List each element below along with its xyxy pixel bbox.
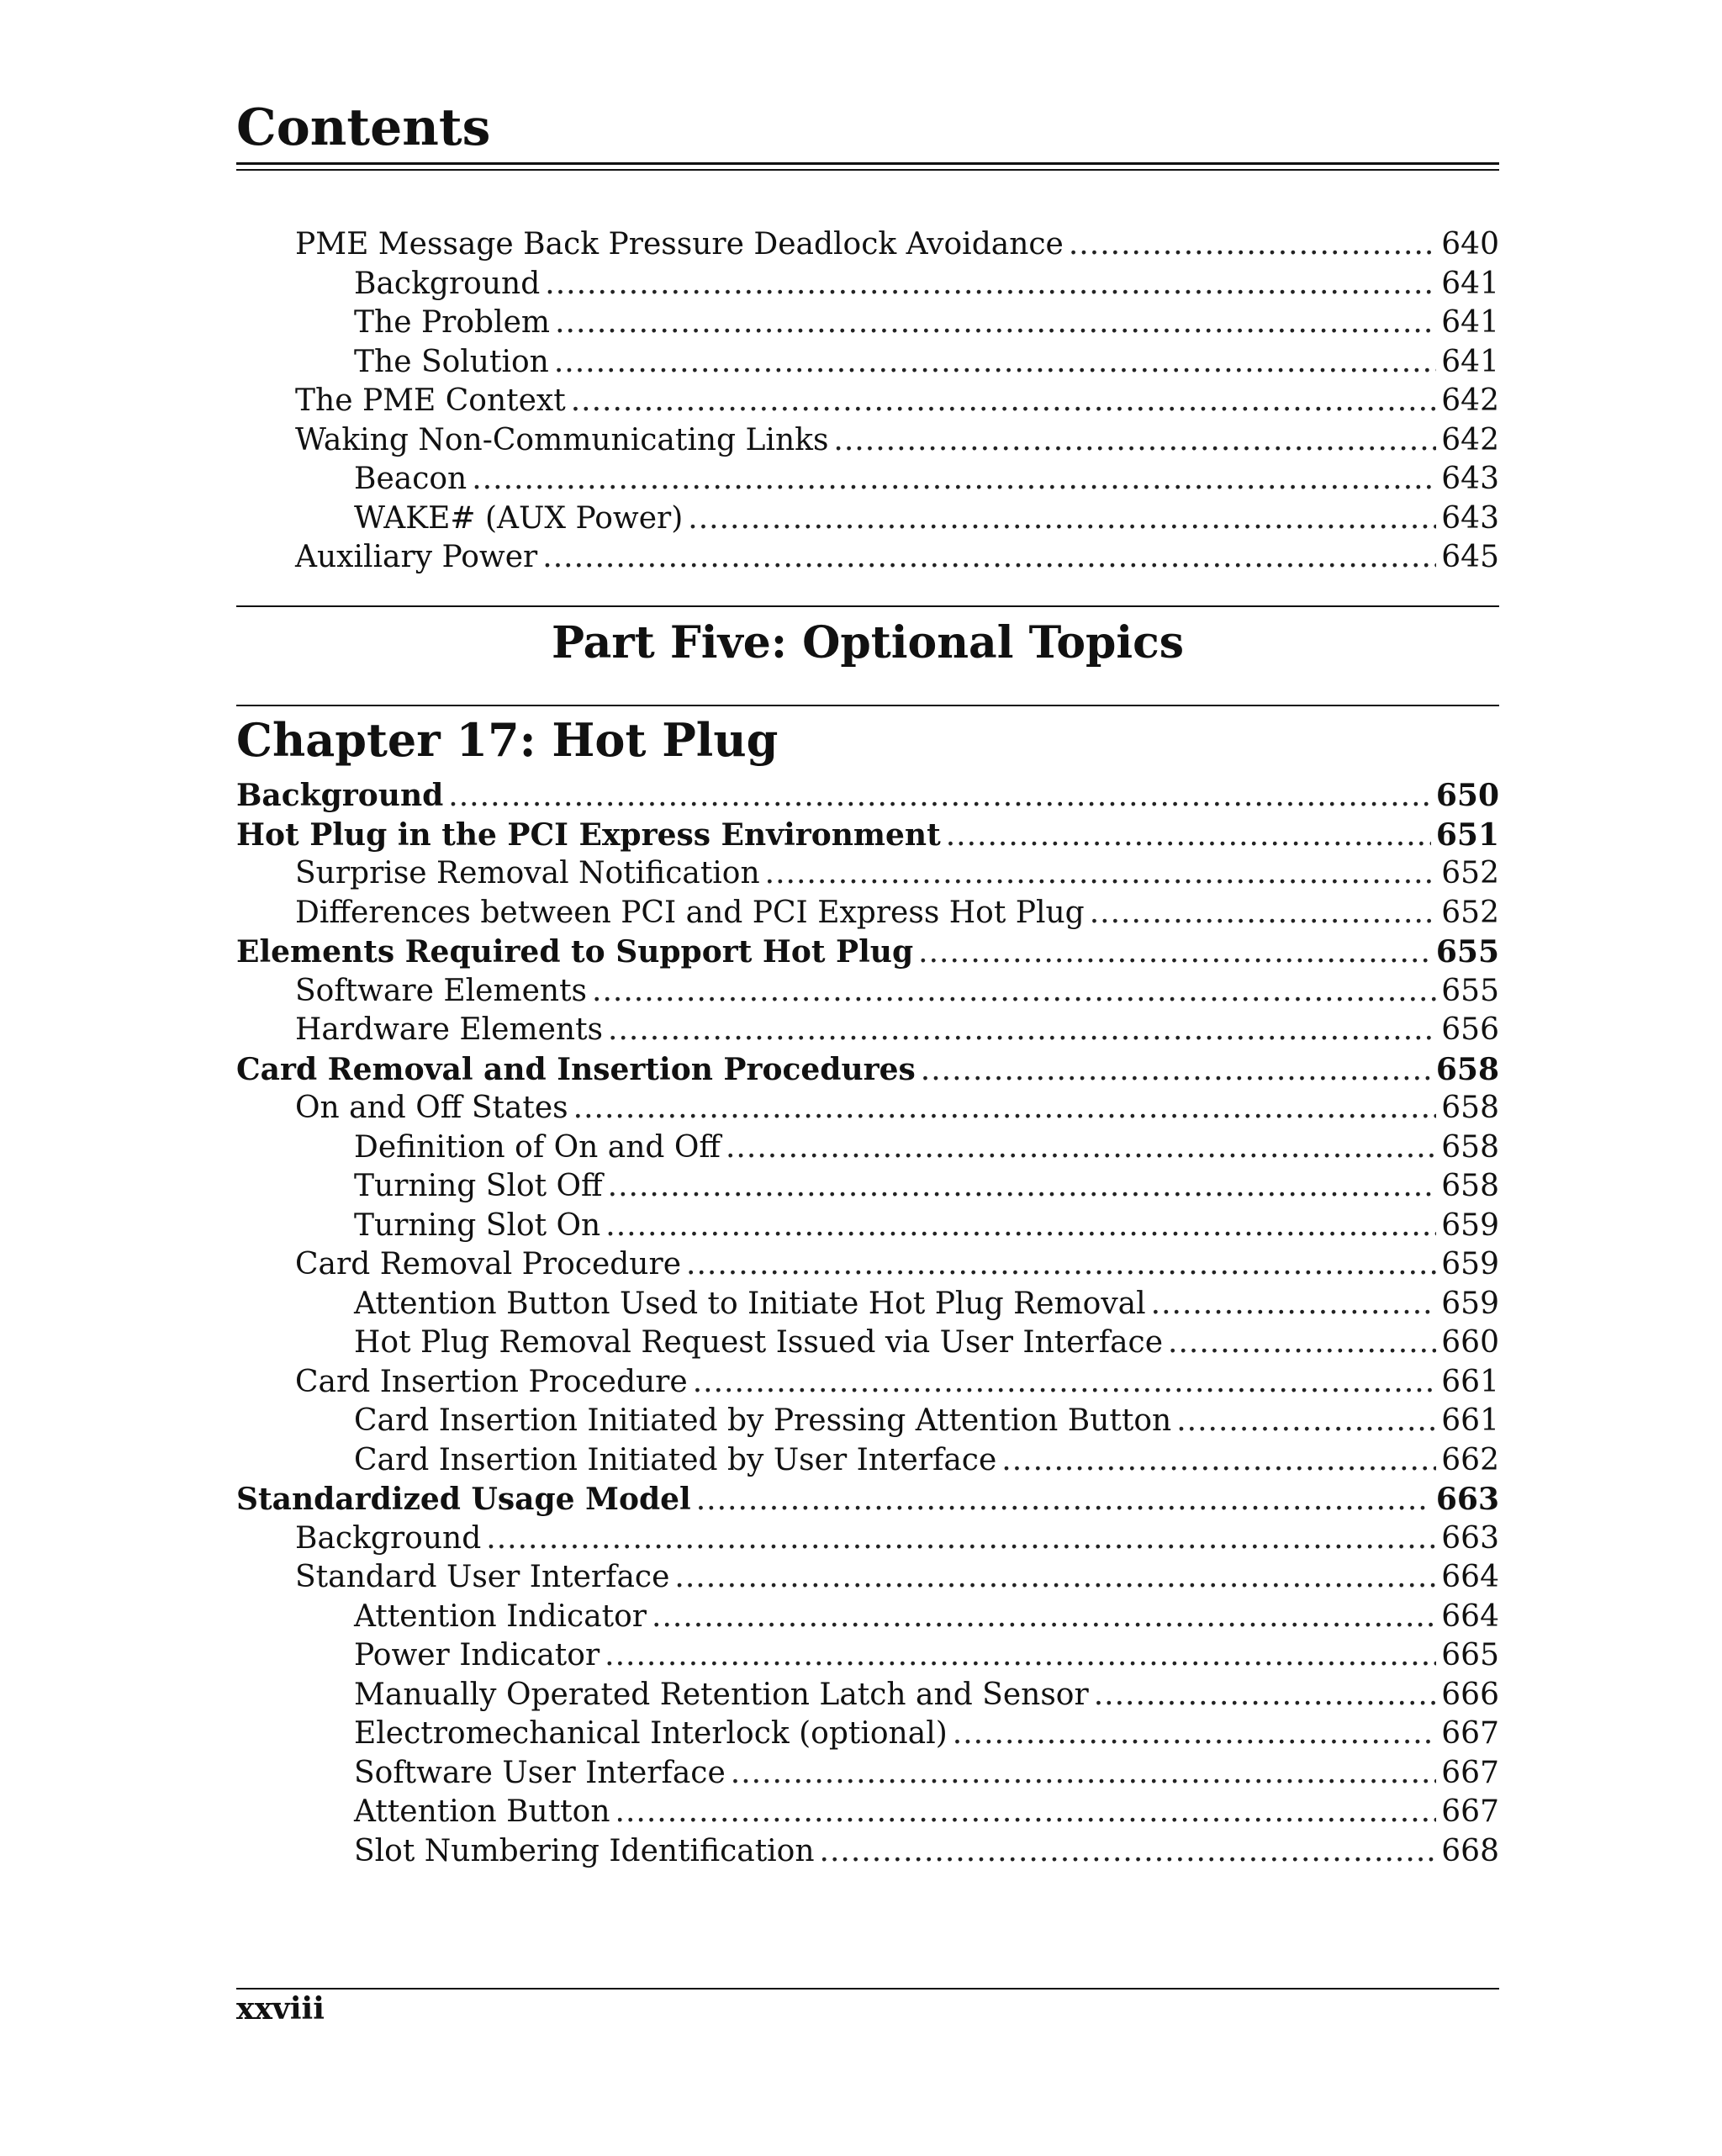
toc-entry-page: 664 xyxy=(1441,1560,1499,1594)
toc-entry-page: 658 xyxy=(1435,1051,1499,1087)
toc-entry-title: Differences between PCI and PCI Express Hot Plug xyxy=(295,895,1085,930)
toc-entry[interactable] xyxy=(236,1011,1499,1050)
toc-entry[interactable] xyxy=(236,1558,1499,1598)
toc-entry-page: 667 xyxy=(1441,1755,1499,1790)
toc-entry[interactable] xyxy=(236,1363,1499,1403)
toc-entry-page: 643 xyxy=(1441,500,1499,536)
toc-entry[interactable] xyxy=(236,460,1499,499)
toc-entry[interactable] xyxy=(236,499,1499,539)
toc-entry[interactable] xyxy=(236,1832,1499,1872)
toc-entry-page: 642 xyxy=(1441,422,1499,457)
toc-entry-page: 664 xyxy=(1441,1599,1499,1634)
part-rule-bottom xyxy=(236,705,1499,706)
dot-leader xyxy=(554,343,1436,383)
toc-entry-title: Attention Button Used to Initiate Hot Plug Removal xyxy=(354,1286,1146,1321)
footer-rule xyxy=(236,1988,1499,1990)
toc-entry[interactable] xyxy=(236,1441,1499,1481)
dot-leader xyxy=(726,1128,1436,1168)
toc-entry-page: 652 xyxy=(1441,895,1499,930)
footer-page-number: xxviii xyxy=(236,1991,325,2027)
dot-leader xyxy=(946,816,1431,856)
toc-entry-page: 645 xyxy=(1441,540,1499,574)
toc-entry-page: 667 xyxy=(1441,1794,1499,1829)
toc-entry-title: Turning Slot On xyxy=(354,1207,601,1243)
toc-entry-title: Card Insertion Initiated by User Interface xyxy=(354,1442,997,1477)
dot-leader xyxy=(545,265,1436,304)
dot-leader xyxy=(1094,1676,1437,1715)
page-title: Contents xyxy=(236,98,491,157)
toc-entry-page: 660 xyxy=(1441,1325,1499,1360)
dot-leader xyxy=(652,1598,1436,1637)
dot-leader xyxy=(918,933,1431,973)
dot-leader xyxy=(820,1832,1437,1872)
toc-entry[interactable] xyxy=(236,382,1499,421)
toc-entry[interactable] xyxy=(236,1519,1499,1559)
toc-entry-page: 663 xyxy=(1435,1482,1499,1517)
toc-entry-page: 658 xyxy=(1441,1129,1499,1165)
toc-entry-page: 667 xyxy=(1441,1716,1499,1751)
dot-leader xyxy=(472,460,1436,499)
toc-entry-page: 655 xyxy=(1435,934,1499,970)
toc-entry-title: Card Removal Procedure xyxy=(295,1247,681,1281)
toc-entry-title: Beacon xyxy=(354,462,467,496)
toc-entry-title: Background xyxy=(236,778,444,813)
dot-leader xyxy=(674,1558,1436,1598)
toc-entry-page: 658 xyxy=(1441,1091,1499,1125)
toc-entry-page: 652 xyxy=(1441,856,1499,890)
toc-entry[interactable] xyxy=(236,816,1499,855)
dot-leader xyxy=(555,304,1436,343)
toc-entry-page: 642 xyxy=(1441,383,1499,418)
toc-entry-title: Card Removal and Insertion Procedures xyxy=(236,1051,916,1087)
toc-entry-title: Hardware Elements xyxy=(295,1012,604,1047)
toc-entry-page: 663 xyxy=(1441,1520,1499,1556)
dot-leader xyxy=(731,1754,1437,1794)
toc-entry-page: 666 xyxy=(1441,1677,1499,1712)
toc-entry[interactable] xyxy=(236,1207,1499,1246)
toc-entry-page: 651 xyxy=(1435,816,1499,853)
toc-entry-page: 661 xyxy=(1441,1403,1499,1438)
toc-entry-title: Power Indicator xyxy=(354,1638,600,1672)
toc-entry[interactable] xyxy=(236,854,1499,894)
dot-leader xyxy=(605,1207,1436,1246)
part-rule-top xyxy=(236,605,1499,607)
dot-leader xyxy=(573,1089,1437,1128)
toc-entry[interactable] xyxy=(236,265,1499,304)
toc-entry-page: 650 xyxy=(1435,778,1499,813)
toc-entry-title: Background xyxy=(295,1520,482,1556)
dot-leader xyxy=(571,382,1437,421)
dot-leader xyxy=(1069,225,1436,265)
toc-entry-page: 643 xyxy=(1441,462,1499,496)
toc-entry[interactable] xyxy=(236,1715,1499,1754)
toc-entry-title: The PME Context xyxy=(295,383,566,418)
toc-entry-title: Waking Non-Communicating Links xyxy=(295,422,829,457)
toc-entry[interactable] xyxy=(236,1754,1499,1794)
toc-entry[interactable] xyxy=(236,1636,1499,1676)
toc-entry-page: 641 xyxy=(1441,266,1499,301)
dot-leader xyxy=(1168,1324,1436,1363)
toc-entry-page: 656 xyxy=(1441,1012,1499,1047)
toc-entry-title: The Solution xyxy=(354,344,549,379)
toc-entry-title: Electromechanical Interlock (optional) xyxy=(354,1716,948,1751)
dot-leader xyxy=(608,1167,1437,1207)
toc-entry[interactable] xyxy=(236,1793,1499,1832)
dot-leader xyxy=(615,1793,1437,1832)
toc-section-1 xyxy=(236,225,1499,578)
toc-entry[interactable] xyxy=(236,894,1499,933)
toc-entry-page: 641 xyxy=(1441,344,1499,379)
dot-leader xyxy=(765,854,1437,894)
toc-entry[interactable] xyxy=(236,776,1499,816)
toc-entry-page: 658 xyxy=(1441,1169,1499,1203)
toc-entry-title: Background xyxy=(354,266,541,301)
toc-entry-page: 641 xyxy=(1441,305,1499,340)
dot-leader xyxy=(1151,1285,1437,1324)
toc-entry[interactable] xyxy=(236,1402,1499,1441)
toc-entry-page: 640 xyxy=(1441,227,1499,262)
toc-entry[interactable] xyxy=(236,538,1499,578)
dot-leader xyxy=(1090,894,1437,933)
toc-entry-title: Auxiliary Power xyxy=(295,540,538,574)
toc-entry-page: 655 xyxy=(1441,973,1499,1008)
toc-entry[interactable] xyxy=(236,1089,1499,1128)
toc-entry[interactable] xyxy=(236,1480,1499,1519)
toc-entry-title: PME Message Back Pressure Deadlock Avoidance xyxy=(295,227,1064,262)
toc-entry-page: 662 xyxy=(1441,1442,1499,1477)
toc-entry-title: Definition of On and Off xyxy=(354,1129,721,1165)
dot-leader xyxy=(1001,1441,1436,1481)
toc-entry-title: Slot Numbering Identification xyxy=(354,1833,815,1868)
toc-entry[interactable] xyxy=(236,304,1499,343)
toc-entry[interactable] xyxy=(236,421,1499,461)
toc-entry-title: WAKE# (AUX Power) xyxy=(354,500,684,536)
toc-entry-page: 659 xyxy=(1441,1286,1499,1321)
toc-entry[interactable] xyxy=(236,1285,1499,1324)
toc-entry[interactable] xyxy=(236,1167,1499,1207)
toc-entry[interactable] xyxy=(236,972,1499,1012)
toc-entry[interactable] xyxy=(236,933,1499,972)
toc-entry-title: Hot Plug in the PCI Express Environment xyxy=(236,816,941,853)
dot-leader xyxy=(688,499,1436,539)
dot-leader xyxy=(605,1636,1436,1676)
toc-entry-title: Card Insertion Procedure xyxy=(295,1364,688,1399)
dot-leader xyxy=(953,1715,1437,1754)
part-title: Part Five: Optional Topics xyxy=(551,617,1185,668)
toc-entry-title: Card Insertion Initiated by Pressing Attention Button xyxy=(354,1403,1172,1438)
dot-leader xyxy=(693,1363,1437,1403)
toc-entry-title: Software User Interface xyxy=(354,1755,726,1790)
toc-entry[interactable] xyxy=(236,1128,1499,1168)
dot-leader xyxy=(592,972,1436,1012)
toc-entry[interactable] xyxy=(236,1050,1499,1090)
toc-entry[interactable] xyxy=(236,343,1499,383)
toc-entry[interactable] xyxy=(236,1676,1499,1715)
toc-entry-title: The Problem xyxy=(354,305,551,340)
toc-entry-title: Elements Required to Support Hot Plug xyxy=(236,934,914,970)
toc-entry-page: 668 xyxy=(1441,1833,1499,1868)
toc-entry-title: Standardized Usage Model xyxy=(236,1482,691,1517)
toc-entry[interactable] xyxy=(236,1324,1499,1363)
toc-entry-title: Software Elements xyxy=(295,973,588,1008)
toc-entry-title: Manually Operated Retention Latch and Sensor xyxy=(354,1677,1089,1712)
chapter-title: Chapter 17: Hot Plug xyxy=(236,713,779,767)
toc-entry-title: Attention Button xyxy=(354,1794,610,1829)
toc-entry[interactable] xyxy=(236,225,1499,265)
dot-leader xyxy=(1176,1402,1436,1441)
toc-entry-title: Attention Indicator xyxy=(354,1599,647,1634)
dot-leader xyxy=(686,1245,1436,1285)
toc-entry[interactable] xyxy=(236,1598,1499,1637)
toc-entry-page: 665 xyxy=(1441,1638,1499,1672)
dot-leader xyxy=(608,1011,1436,1050)
toc-entry-page: 659 xyxy=(1441,1247,1499,1281)
toc-entry-title: On and Off States xyxy=(295,1091,568,1125)
dot-leader xyxy=(921,1051,1431,1091)
toc-entry-title: Turning Slot Off xyxy=(354,1169,603,1203)
toc-entry-title: Standard User Interface xyxy=(295,1560,670,1594)
toc-entry-title: Surprise Removal Notification xyxy=(295,856,760,890)
dot-leader xyxy=(833,421,1436,461)
header-rule xyxy=(236,162,1499,171)
dot-leader xyxy=(486,1519,1436,1559)
toc-entry-title: Hot Plug Removal Request Issued via User Interface xyxy=(354,1325,1164,1360)
toc-chapter-17 xyxy=(236,776,1499,1871)
toc-entry[interactable] xyxy=(236,1245,1499,1285)
dot-leader xyxy=(542,538,1436,578)
toc-entry-page: 661 xyxy=(1441,1364,1499,1399)
dot-leader xyxy=(448,777,1431,816)
dot-leader xyxy=(696,1481,1431,1520)
toc-entry-page: 659 xyxy=(1441,1207,1499,1243)
